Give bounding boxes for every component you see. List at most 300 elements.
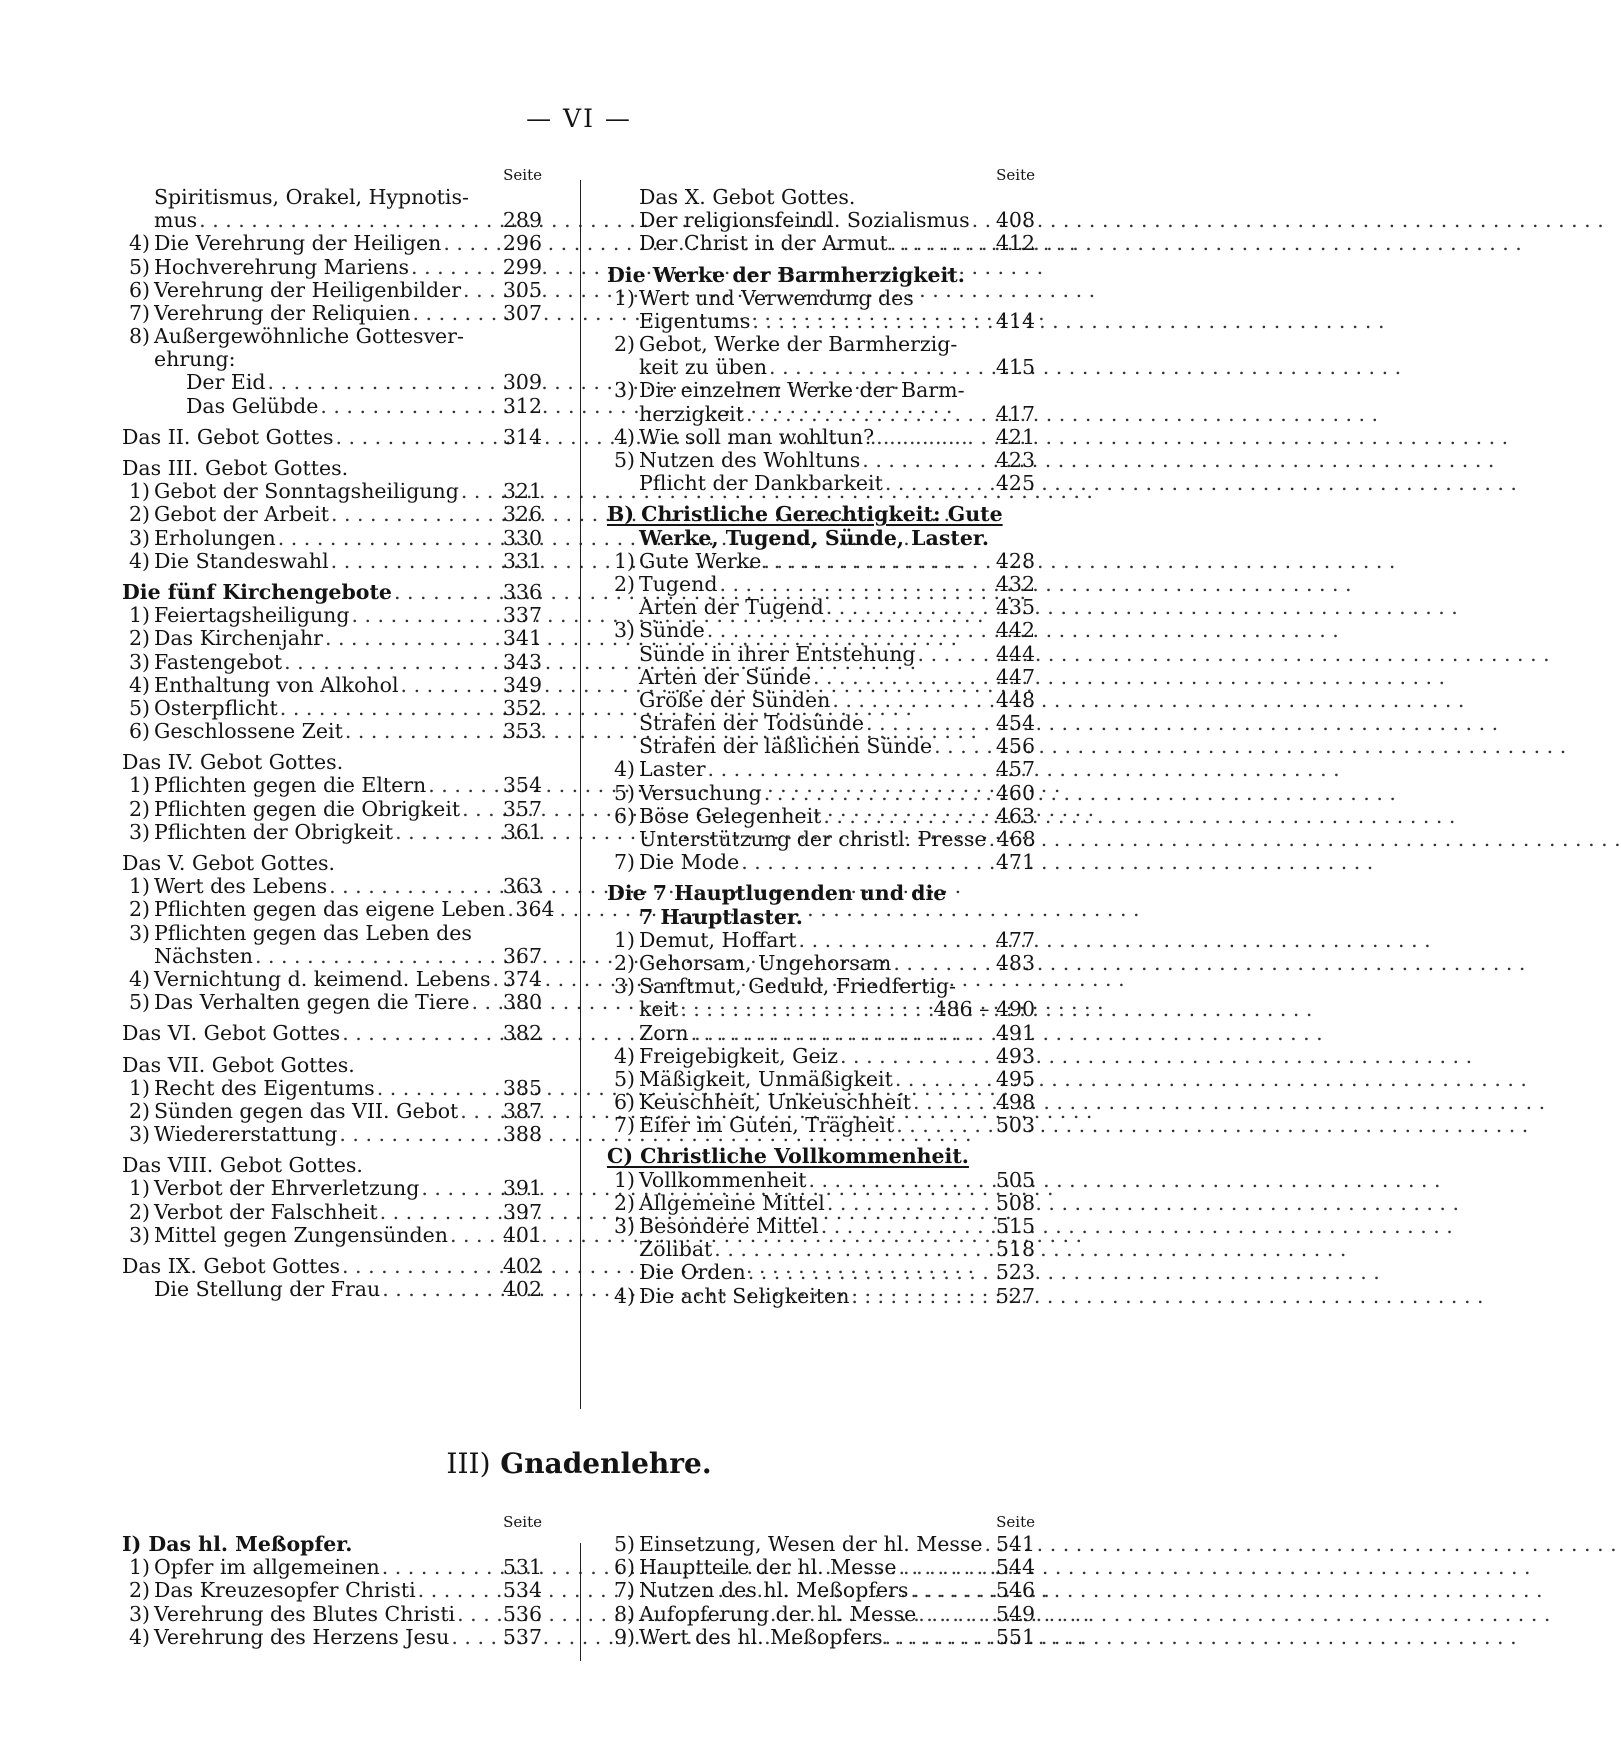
page-ref: 402 [502,1277,542,1302]
entry-number: 6) [613,1090,635,1115]
page-ref: 457 [995,757,1035,782]
page-ref: 364 [515,897,555,922]
page-ref: 447 [995,664,1035,689]
entry-number: 3) [613,974,635,999]
page-ref: 337 [502,603,542,628]
toc-list [122,1533,542,1649]
toc-entry [122,1201,542,1224]
dot-leader [411,302,503,325]
dot-leader [746,1261,996,1284]
dot-leader [318,395,503,418]
toc-entry [607,805,1035,828]
toc-entry [122,256,542,279]
entry-title: B) Christliche Gerechtigkeit: Gute [607,502,1003,527]
entry-title: Wert und Verwendung des [639,285,914,310]
entry-number: 7) [613,1113,635,1138]
dot-leader [824,596,996,619]
toc-entry [607,882,1035,905]
page-ref: 483 [995,950,1035,975]
page-ref: 515 [995,1214,1035,1239]
entry-number: 9) [613,1624,635,1649]
entry-number: 1) [128,1075,150,1100]
page-ref: 363 [502,874,542,899]
toc-entry [122,279,542,302]
entry-title: Außergewöhnliche Gottesver- [154,324,464,349]
entry-number: 2) [128,796,150,821]
toc-entry [607,1533,1035,1556]
dot-leader [821,805,996,828]
page-ref: 505 [995,1167,1035,1192]
seite-label: Seite [503,166,542,184]
toc-entry [122,480,542,503]
entry-title: Nutzen des hl. Meßopfers [639,1578,909,1603]
page-ref: 402 [502,1254,542,1279]
entry-title: Die Stellung der Frau [154,1277,381,1302]
entry-title: Spiritismus, Orakel, Hypnotis- [154,184,469,209]
toc-entry [607,689,1035,712]
entry-number: 1) [128,773,150,798]
dot-leader [392,581,503,604]
toc-entry [122,348,542,371]
entry-title: Tugend [639,571,718,596]
entry-title: Die 7 Hauptlugenden und die [607,881,947,906]
dot-leader [491,968,503,991]
toc-entry [607,1603,1035,1626]
page-ref: 495 [995,1066,1035,1091]
toc-entry [607,186,1035,209]
entry-title: Freigebigkeit, Geiz [639,1043,839,1068]
dot-leader [744,403,996,426]
toc-entry [122,527,542,550]
page-ref: 454 [995,711,1035,736]
entry-title: Das VII. Gebot Gottes. [122,1052,355,1077]
dot-leader [334,426,503,449]
page-ref: 380 [502,990,542,1015]
entry-title: Strafen der läßlichen Sünde [639,734,933,759]
entry-title: Pflichten gegen die Eltern [154,773,427,798]
entry-number: 4) [128,548,150,573]
toc-entry [607,1261,1035,1284]
entry-title: C) Christliche Vollkommenheit. [607,1144,969,1169]
toc-entry [122,1178,542,1201]
entry-title: Wie soll man wohltun? [639,424,875,449]
entry-number: 5) [613,780,635,805]
toc-list [607,186,1035,1308]
toc-entry [607,782,1035,805]
entry-title: Recht des Eigentums [154,1075,375,1100]
dot-leader [349,604,502,627]
entry-number: 4) [613,1043,635,1068]
entry-number: 2) [613,1190,635,1215]
entry-title: Versuchung [639,780,762,805]
toc-entry [607,426,1035,449]
entry-number: 5) [613,1531,635,1556]
entry-title: Demut, Hoffart [639,927,797,952]
toc-entry [122,1626,542,1649]
page-ref: 314 [502,424,542,449]
toc-entry [607,596,1035,619]
toc-entry [607,975,1035,998]
dot-leader [460,798,503,821]
page-ref: 385 [502,1075,542,1100]
entry-title: Die Orden [639,1260,746,1285]
entry-title: Wert des hl. Meßopfers [639,1624,883,1649]
toc-entry [607,1045,1035,1068]
dot-leader [864,712,996,735]
page-ref: 305 [502,277,542,302]
toc-entry [607,1285,1035,1308]
page-ref: 448 [995,687,1035,712]
entry-title: Das III. Gebot Gottes. [122,456,349,481]
dot-leader [750,310,995,333]
page-ref: 343 [502,649,542,674]
entry-title: Gehorsam, Ungehorsam [639,950,892,975]
entry-number: 1) [613,927,635,952]
entry-number: 4) [128,231,150,256]
toc-entry [122,1077,542,1100]
dot-leader [806,1169,995,1192]
page-ref: 491 [995,1020,1035,1045]
toc-entry [122,651,542,674]
entry-title: Das VI. Gebot Gottes [122,1021,341,1046]
entry-title: Zorn [639,1020,689,1045]
dot-leader [874,426,996,449]
toc-entry [122,186,542,209]
toc-entry [122,1278,542,1301]
dot-leader [797,929,996,952]
toc-entry [607,998,1035,1021]
toc-entry [607,527,1035,550]
page-ref: 425 [995,471,1035,496]
entry-title: Aufopferung der hl. Messe [639,1601,917,1626]
entry-number: 2) [128,626,150,651]
page-ref: 382 [502,1021,542,1046]
page-number: — VI — [526,104,632,133]
dot-leader [762,782,996,805]
dot-leader [678,998,933,1021]
page-ref: 518 [995,1237,1035,1262]
entry-title: Feiertagsheiligung [154,603,350,628]
toc-entry [607,356,1035,379]
dot-leader [449,1626,502,1649]
section-heading [0,1447,1158,1480]
page-ref: 471 [995,850,1035,875]
toc-entry [607,209,1035,232]
toc-entry [122,1123,542,1146]
toc-entry [607,1114,1035,1137]
dot-leader [419,1177,502,1200]
toc-entry [122,1224,542,1247]
entry-title: Fastengebot [154,649,283,674]
toc-entry [122,209,542,232]
dot-leader [459,480,503,503]
toc-bottom [122,1513,1035,1668]
dot-leader [329,503,503,526]
entry-title: Das V. Gebot Gottes. [122,851,336,876]
seite-label: Seite [503,1513,542,1531]
dot-leader [811,666,996,689]
page-ref: 299 [502,254,542,279]
entry-number: 1) [613,1167,635,1192]
entry-number: 1) [128,603,150,628]
page-ref: 309 [502,370,542,395]
toc-entry [122,302,542,325]
toc-entry [607,929,1035,952]
dot-leader [883,1626,996,1649]
dot-leader [712,1238,996,1261]
toc-entry [122,897,555,922]
entry-title: 7 Hauptlaster. [639,904,803,929]
entry-title: Verbot der Falschheit [154,1199,378,1224]
entry-title: Allgemeine Mittel [639,1190,825,1215]
page-ref: 417 [995,401,1035,426]
toc-entry [122,503,542,526]
entry-number: 5) [128,990,150,1015]
entry-title: Verehrung des Blutes Christi [154,1601,456,1626]
entry-number: 3) [613,618,635,643]
page-ref: 397 [502,1199,542,1224]
entry-title: Opfer im allgemeinen [154,1555,380,1580]
page-ref: 296 [502,231,542,256]
page-ref: 428 [995,548,1035,573]
entry-number: 1) [613,285,635,310]
entry-title: Pflichten gegen die Obrigkeit [154,796,461,821]
toc-entry [122,1054,542,1077]
page-ref: 388 [502,1122,542,1147]
entry-number: 4) [613,757,635,782]
dot-leader [327,875,503,898]
toc-entry [607,851,1035,874]
dot-leader [819,1215,996,1238]
seite-label: Seite [996,1513,1035,1531]
page-ref: 408 [995,208,1035,233]
page-ref: 544 [995,1555,1035,1580]
entry-title: Arten der Sünde [639,664,811,689]
dot-leader [455,1603,503,1626]
entry-number: 6) [128,719,150,744]
entry-number: 5) [613,1066,635,1091]
entry-number: 2) [613,332,635,357]
entry-title: Wert des Lebens [154,874,328,899]
page-ref: 336 [502,579,542,604]
dot-leader [469,991,502,1014]
toc-entry [122,751,542,774]
entry-title: Die Verehrung der Heiligen [154,231,442,256]
entry-title: Besondere Mittel [639,1214,819,1239]
entry-number: 2) [128,1578,150,1603]
dot-leader [375,1077,503,1100]
entry-title: Das IX. Gebot Gottes [122,1254,340,1279]
page-ref: 498 [995,1090,1035,1115]
entry-number: 2) [128,897,150,922]
entry-title: keit zu üben [639,355,768,380]
entry-number: 1) [128,874,150,899]
dot-leader [705,619,996,642]
entry-title: Unterstützung der christl. Presse [639,827,987,852]
entry-title: Die Standeswahl [154,548,329,573]
dot-leader [266,371,503,394]
toc-entry [607,449,1035,472]
toc-entry [607,1169,1035,1192]
entry-number: 2) [613,571,635,596]
page-ref: 414 [995,308,1035,333]
toc-entry [607,952,1035,975]
toc-entry [607,333,1035,356]
entry-title: Die Mode [639,850,740,875]
entry-title: Das Kirchenjahr [154,626,323,651]
page-ref: 541 [995,1531,1035,1556]
entry-number: 3) [128,649,150,674]
entry-title: Wiedererstattung [154,1122,338,1147]
entry-title: Das Verhalten gegen die Tiere [154,990,470,1015]
entry-number: 4) [128,966,150,991]
toc-entry [607,472,1035,495]
toc-entry [607,828,1035,851]
toc-entry [607,380,1035,403]
entry-title: herzigkeit [639,401,744,426]
entry-number: 4) [613,1283,635,1308]
page-ref: 477 [995,927,1035,952]
entry-title: Das Kreuzesopfer Christi [154,1578,416,1603]
entry-number: 5) [128,254,150,279]
dot-leader [893,1068,996,1091]
toc-entry [122,232,542,255]
toc-entry [607,1022,1035,1045]
toc-entry [122,604,542,627]
dot-leader [767,356,996,379]
entry-title: Gebot der Sonntagsheiligung [154,479,459,504]
entry-number: 3) [128,819,150,844]
entry-number: 8) [613,1601,635,1626]
entry-title: Das IV. Gebot Gottes. [122,750,344,775]
entry-title: Hochverehrung Mariens [154,254,410,279]
page-ref: 423 [995,448,1035,473]
entry-title: Das X. Gebot Gottes. [639,184,856,209]
dot-leader [970,209,996,232]
toc-entry [122,945,542,968]
entry-number: 3) [128,920,150,945]
entry-title: Eifer im Guten, Trägheit [639,1113,895,1138]
entry-title: Die Werke der Barmherzigkeit. [607,262,965,287]
column-divider [580,180,581,1409]
toc-entry [607,735,1035,758]
toc-entry [122,852,542,875]
page-ref: 486 – 490 [933,997,1035,1022]
toc-entry [122,627,542,650]
dot-leader [706,758,996,781]
entry-title: Einsetzung, Wesen der hl. Messe [639,1531,983,1556]
dot-leader [282,651,503,674]
entry-title: Verehrung des Herzens Jesu [154,1624,450,1649]
entry-title: keit [639,997,679,1022]
page-ref: 468 [996,827,1036,852]
dot-leader [838,1045,996,1068]
page-ref: 321 [502,479,542,504]
dot-leader [276,527,503,550]
entry-number: 8) [128,324,150,349]
dot-leader [987,828,997,851]
toc-entry [122,550,542,573]
dot-leader [337,1123,502,1146]
entry-title: Arten der Tugend [639,595,824,620]
toc-entry [607,403,1035,426]
entry-number: 6) [128,277,150,302]
page-ref: 349 [502,672,542,697]
entry-number: 2) [128,1098,150,1123]
toc-entry [122,426,542,449]
toc-entry [607,712,1035,735]
entry-title: Hauptteile der hl. Messe [639,1555,897,1580]
entry-number: 3) [128,1122,150,1147]
toc-entry [122,1533,542,1556]
dot-leader [340,1022,503,1045]
toc-top [122,166,1035,1409]
entry-title: Größe der Sünden [639,687,831,712]
page-ref: 289 [502,208,542,233]
dot-leader [323,627,503,650]
toc-entry [122,968,542,991]
page-ref: 374 [502,966,542,991]
page-ref: 456 [995,734,1035,759]
toc-entry [122,457,542,480]
entry-title: Der Christ in der Armut [639,231,888,256]
dot-leader [253,945,503,968]
dot-leader [883,472,996,495]
dot-leader [448,1224,503,1247]
entry-title: Die einzelnen Werke der Barm- [639,378,965,403]
toc-entry [122,1579,542,1602]
entry-title: Verbot der Ehrverletzung [154,1176,420,1201]
entry-number: 3) [613,378,635,403]
page-ref: 307 [502,300,542,325]
toc-entry [122,1100,542,1123]
page-ref: 435 [995,595,1035,620]
toc-list [122,184,555,1302]
dot-leader [891,952,996,975]
page-ref: 546 [995,1578,1035,1603]
entry-number: 7) [613,1578,635,1603]
entry-title: Strafen der Todsünde [639,711,865,736]
dot-leader [197,209,503,232]
entry-number: 3) [128,525,150,550]
toc-entry [607,1579,1035,1602]
page-ref: 353 [502,719,542,744]
entry-title: Enthaltung von Alkohol [154,672,399,697]
toc-entry [122,674,542,697]
toc-entry [607,643,1035,666]
entry-title: Sünden gegen das VII. Gebot [154,1098,459,1123]
entry-title: Vernichtung d. keimend. Lebens [154,966,491,991]
entry-title: Das VIII. Gebot Gottes. [122,1153,363,1178]
dot-leader [983,1533,996,1556]
dot-leader [378,1201,503,1224]
toc-entry [607,573,1035,596]
dot-leader [426,774,503,797]
toc-entry [607,232,1035,255]
entry-title: Zölibat [639,1237,713,1262]
entry-number: 2) [128,1199,150,1224]
toc-entry [122,720,542,743]
entry-title: Die acht Seligkeiten [639,1283,850,1308]
toc-entry [607,1626,1035,1649]
toc-entry [122,875,542,898]
entry-number: 4) [128,672,150,697]
entry-title: Pflichten gegen das Leben des [154,920,472,945]
page-ref: 421 [995,424,1035,449]
seite-label: Seite [996,166,1035,184]
entry-title: Verehrung der Reliquien [154,300,411,325]
dot-leader [393,821,503,844]
